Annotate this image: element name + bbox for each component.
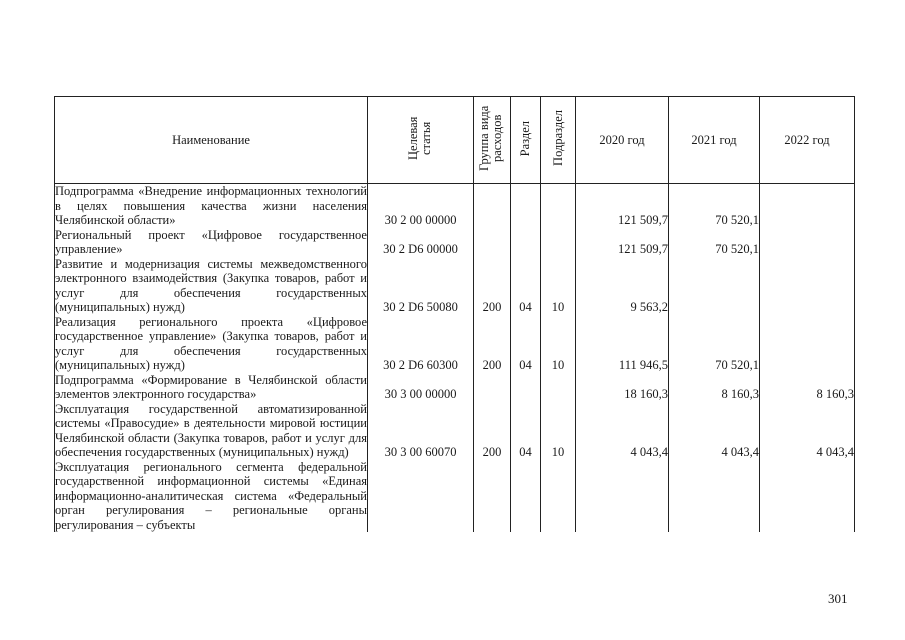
row-subsection: 10 <box>541 257 576 315</box>
row-group <box>474 184 511 228</box>
row-2022 <box>760 257 855 315</box>
table-row <box>55 257 855 315</box>
row-2021: 70 520,1 <box>669 315 760 373</box>
row-target: 30 3 00 60070 <box>368 402 474 460</box>
header-2021-label: 2021 год <box>691 132 737 147</box>
row-target: 30 2 D6 60300 <box>368 315 474 373</box>
row-name: Реализация регионального проекта «Цифровое государственное управление» (Закупка товаров, работ и услуг для обеспечения государственных (муниципальных) нужд) <box>55 314 367 372</box>
row-subsection: 10 <box>541 315 576 373</box>
row-target: 30 2 D6 00000 <box>368 228 474 257</box>
row-section: 04 <box>511 257 541 315</box>
row-2022 <box>760 460 855 533</box>
table-row <box>55 315 855 373</box>
row-2021 <box>669 460 760 533</box>
header-2022 <box>760 97 855 184</box>
row-2021: 4 043,4 <box>669 402 760 460</box>
row-section: 04 <box>511 402 541 460</box>
row-group: 200 <box>474 315 511 373</box>
table-row <box>55 373 855 402</box>
row-name: Региональный проект «Цифровое государственное управление» <box>55 227 367 256</box>
row-section <box>511 228 541 257</box>
row-target: 30 2 00 00000 <box>368 184 474 228</box>
row-2021: 70 520,1 <box>669 228 760 257</box>
table-row <box>55 402 855 460</box>
row-name: Эксплуатация регионального сегмента федеральной государственной информационной системы «Единая информационно-аналитическая система «Федеральный орган регулирования – региональные органы регулирования – субъекты <box>55 459 367 532</box>
row-2022: 4 043,4 <box>760 402 855 460</box>
row-group <box>474 373 511 402</box>
row-2021: 70 520,1 <box>669 184 760 228</box>
row-subsection <box>541 184 576 228</box>
header-target <box>368 97 474 184</box>
row-2020: 9 563,2 <box>576 257 669 315</box>
row-2020 <box>576 460 669 533</box>
row-2021: 8 160,3 <box>669 373 760 402</box>
row-2020: 4 043,4 <box>576 402 669 460</box>
row-target <box>368 460 474 533</box>
row-subsection <box>541 460 576 533</box>
row-name: Развитие и модернизация системы межведомственного электронного взаимодействия (Закупка товаров, работ и услуг для обеспечения государственных (муниципальных) нужд) <box>55 256 367 314</box>
row-group <box>474 460 511 533</box>
header-name <box>55 97 368 184</box>
row-2021 <box>669 257 760 315</box>
header-subsection-label: Подраздел <box>550 110 565 167</box>
row-section <box>511 460 541 533</box>
header-group-label: Группа вида расходов <box>477 105 504 171</box>
header-group <box>474 97 511 184</box>
row-2022 <box>760 228 855 257</box>
page-number: 301 <box>828 591 848 606</box>
row-subsection <box>541 373 576 402</box>
header-section <box>511 97 541 184</box>
row-name: Эксплуатация государственной автоматизированной системы «Правосудие» в деятельности мировой юстиции Челябинской области (Закупка товаров, работ и услуг для обеспечения государственных (муниципальных) нужд) <box>55 401 367 459</box>
header-subsection <box>541 97 576 184</box>
row-2022: 8 160,3 <box>760 373 855 402</box>
row-group: 200 <box>474 402 511 460</box>
row-2020: 111 946,5 <box>576 315 669 373</box>
row-2020: 18 160,3 <box>576 373 669 402</box>
row-2022 <box>760 315 855 373</box>
header-row <box>55 97 855 184</box>
row-subsection <box>541 228 576 257</box>
header-2020-label: 2020 год <box>599 132 645 147</box>
header-section-label: Раздел <box>518 120 532 156</box>
header-target-label: Целевая статья <box>405 116 433 160</box>
row-subsection: 10 <box>541 402 576 460</box>
row-target: 30 3 00 00000 <box>368 373 474 402</box>
row-2022 <box>760 184 855 228</box>
row-group <box>474 228 511 257</box>
table-row <box>55 184 855 228</box>
header-2021 <box>669 97 760 184</box>
row-name: Подпрограмма «Внедрение информационных технологий в целях повышения качества жизни населения Челябинской области» <box>55 184 367 227</box>
row-group: 200 <box>474 257 511 315</box>
table-row <box>55 228 855 257</box>
row-section: 04 <box>511 315 541 373</box>
row-section <box>511 373 541 402</box>
row-target: 30 2 D6 50080 <box>368 257 474 315</box>
table-row <box>55 460 855 533</box>
row-name: Подпрограмма «Формирование в Челябинской области элементов электронного государства» <box>55 372 367 401</box>
row-section <box>511 184 541 228</box>
row-2020: 121 509,7 <box>576 184 669 228</box>
header-2022-label: 2022 год <box>784 132 830 147</box>
header-name-label: Наименование <box>172 132 250 147</box>
header-2020 <box>576 97 669 184</box>
row-2020: 121 509,7 <box>576 228 669 257</box>
budget-table <box>54 96 855 532</box>
